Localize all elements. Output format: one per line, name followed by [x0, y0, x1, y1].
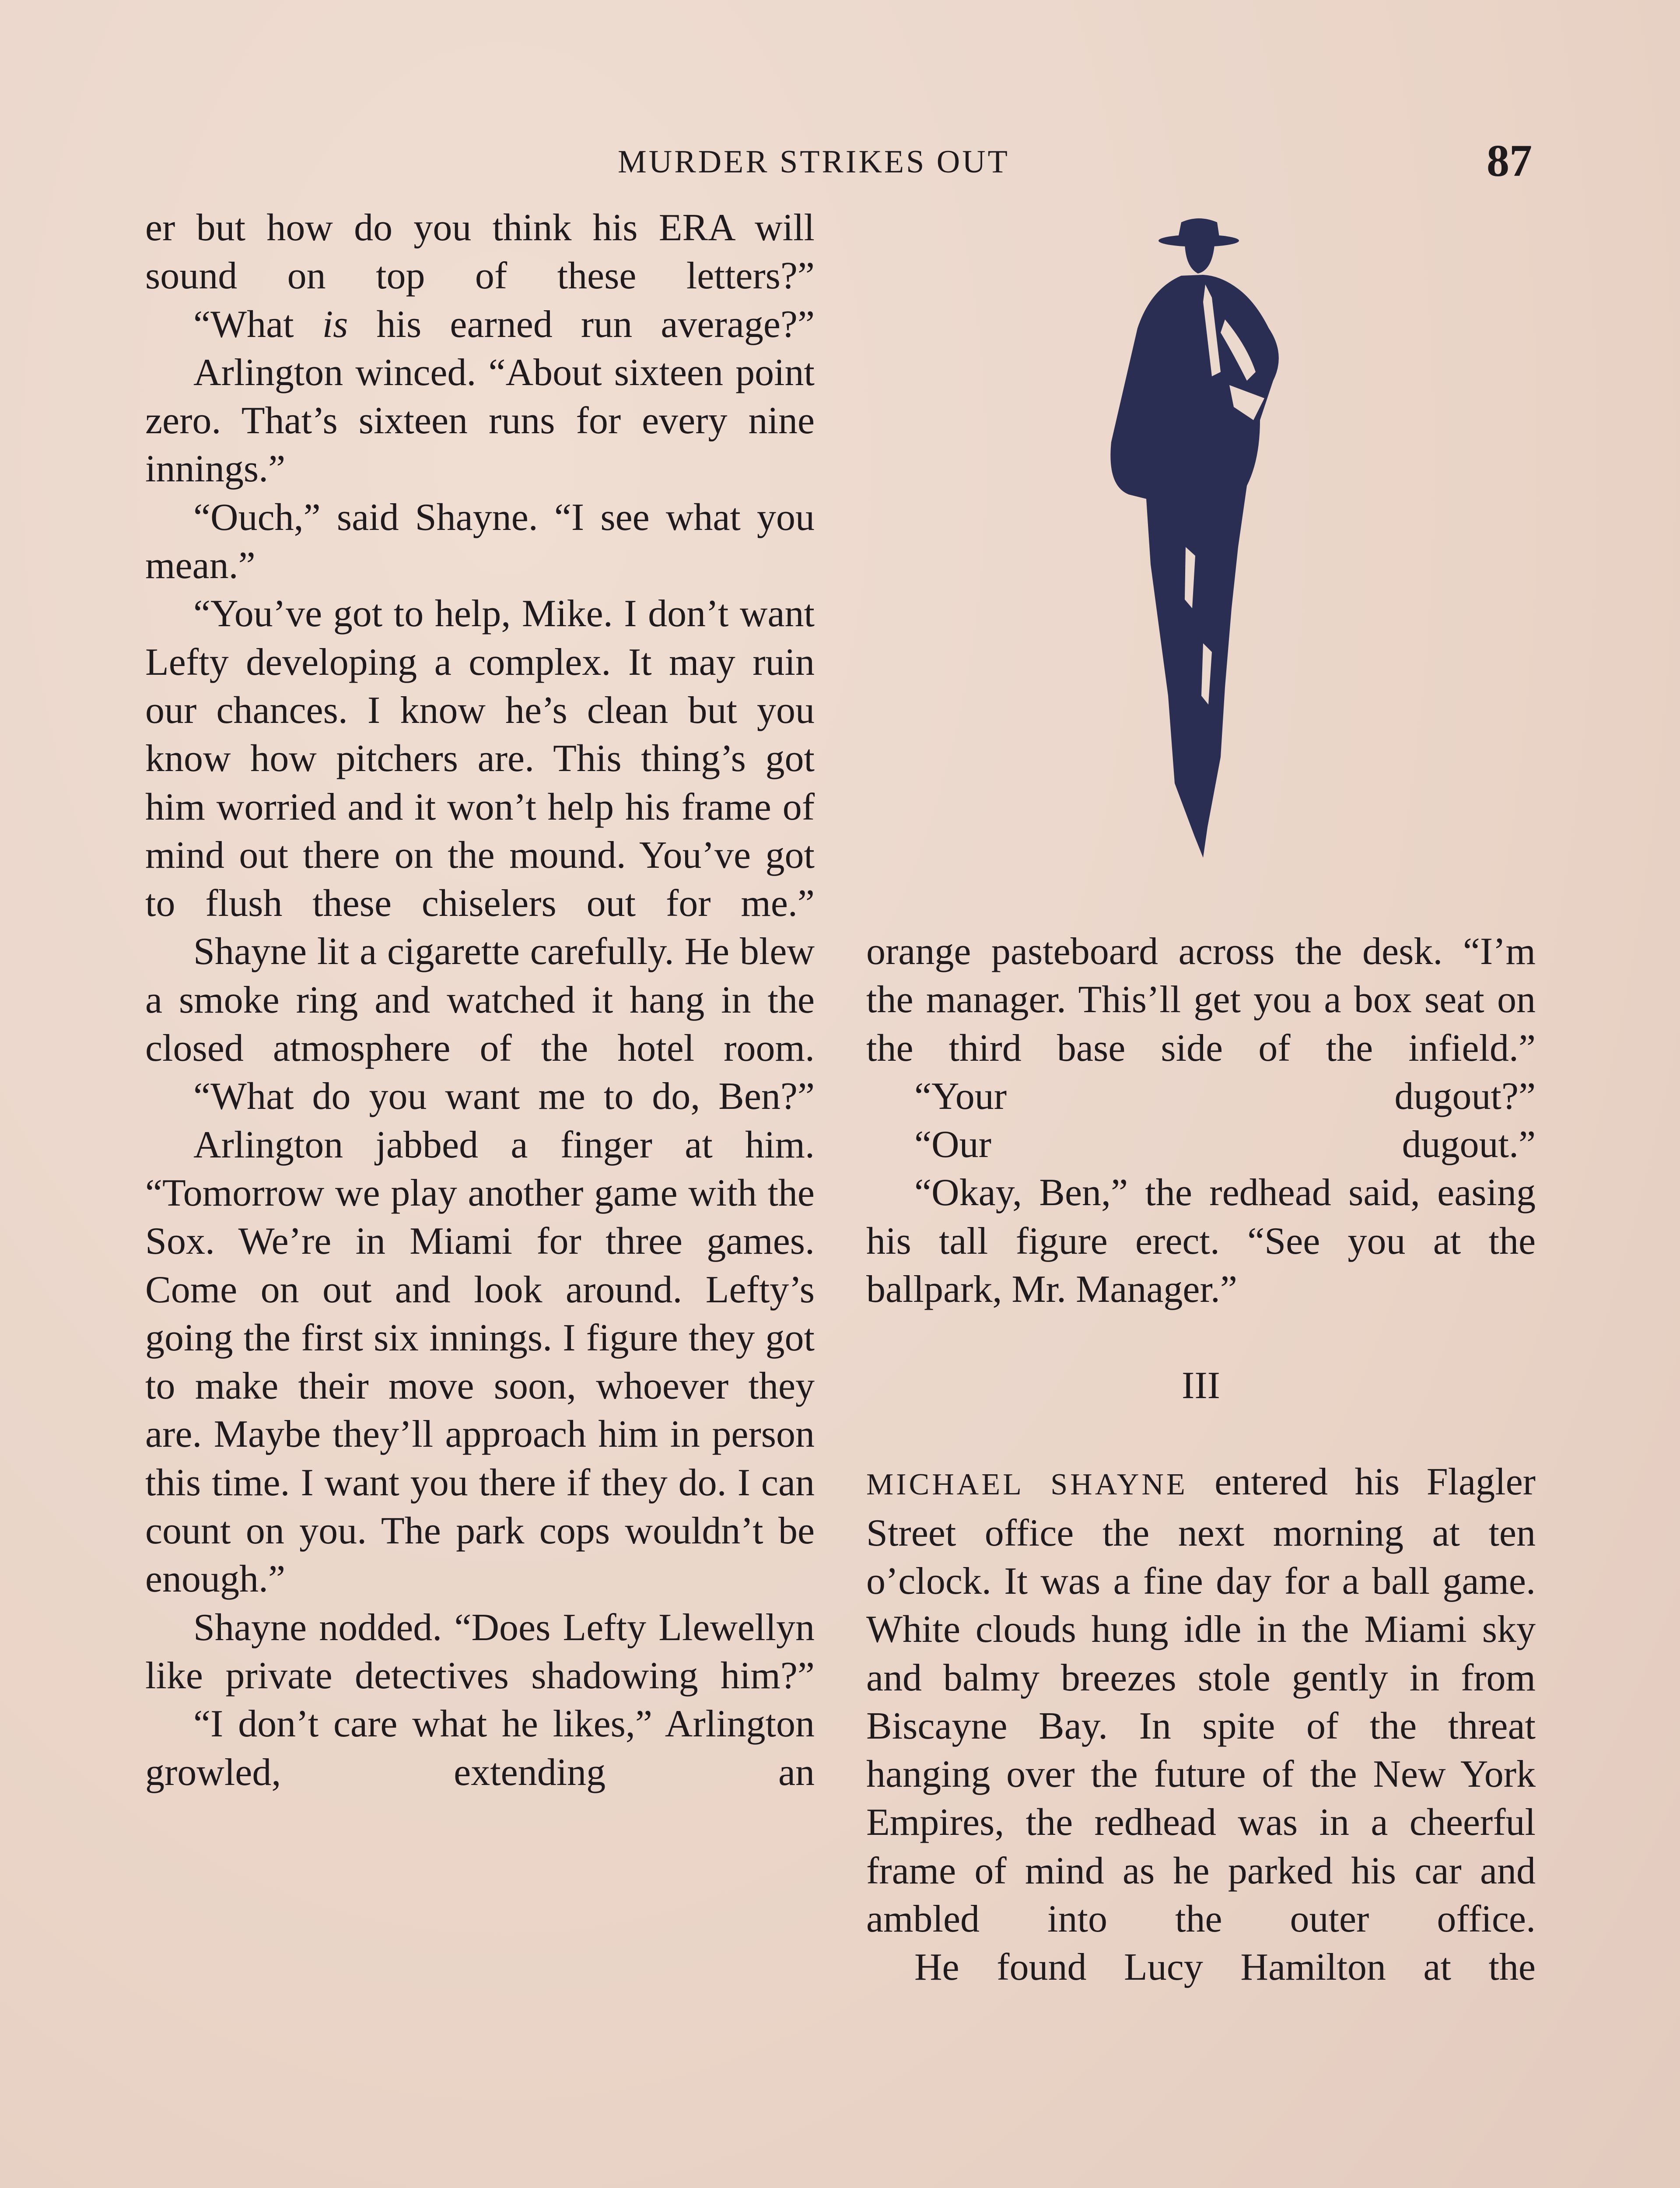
- paragraph: “You’ve got to help, Mike. I don’t want Lefty developing a complex. It may ruin our chances. I know he’s clean but you know how pitchers are. This thing’s got him worried and it won’t help his frame of mind out there on the mound. You’ve got to flush these chiselers out for me.”: [145, 593, 815, 925]
- paragraph: “What is his earned run average?”: [193, 303, 815, 346]
- page-number: 87: [1487, 136, 1532, 186]
- page-header: [0, 136, 1680, 186]
- paragraph: “Our dugout.”: [914, 1123, 1536, 1166]
- chapter-heading: III: [1182, 1364, 1220, 1407]
- opening-name-smallcaps: MICHAEL SHAYNE: [866, 1468, 1188, 1502]
- paragraph: orange pasteboard across the desk. “I’m the manager. This’ll get you a box seat on the third base side of the infield.”: [866, 930, 1536, 1069]
- paragraph: He found Lucy Hamilton at the: [914, 1946, 1536, 1989]
- paragraph: “Ouch,” said Shayne. “I see what you mean.”: [145, 496, 815, 587]
- paragraph: “Okay, Ben,” the redhead said, easing his tall figure erect. “See you at the ballpark, Mr. Manager.”: [866, 1171, 1536, 1311]
- opening-text: entered his Flagler Street office the next morning at ten o’clock. It was a fine day for a ball game. White clouds hung idle in the Miami sky and balmy breezes stole gently in from Biscayne Bay. In spite of the threat hanging over the future of the New York Empires, the redhead was in a cheerful frame of mind as he parked his car and ambled into the outer office.: [866, 1461, 1536, 1941]
- right-text-column: [866, 928, 1536, 1992]
- running-title: MURDER STRIKES OUT: [618, 144, 1010, 180]
- paragraph: Shayne lit a cigarette carefully. He blew a smoke ring and watched it hang in the closed atmosphere of the hotel room.: [145, 930, 815, 1070]
- man-in-fedora-silhouette-icon: [1081, 214, 1299, 862]
- paragraph: Shayne nodded. “Does Lefty Llewellyn like private detectives shadowing him?”: [145, 1606, 815, 1697]
- section-opening-paragraph: [866, 1458, 1536, 1943]
- paragraph: “Your dugout?”: [914, 1075, 1536, 1118]
- left-text-column: [145, 204, 815, 1797]
- paragraph: er but how do you think his ERA will sound on top of these letters?”: [145, 207, 815, 298]
- paragraph: Arlington jabbed a finger at him. “Tomorrow we play another game with the Sox. We’re in Miami for three games. Come on out and look around. Lefty’s going the first six innings. I figure they got to make their move soon, whoever they are. Maybe they’ll approach him in person this time. I want you there if they do. I can count on you. The park cops wouldn’t be enough.”: [145, 1123, 815, 1601]
- paragraph: Arlington winced. “About sixteen point zero. That’s sixteen runs for every nine innings.”: [145, 351, 815, 491]
- emphasis-is: is: [322, 303, 348, 346]
- paragraph: “I don’t care what he likes,” Arlington growled, extending an: [145, 1703, 815, 1794]
- paragraph: “What do you want me to do, Ben?”: [193, 1075, 815, 1118]
